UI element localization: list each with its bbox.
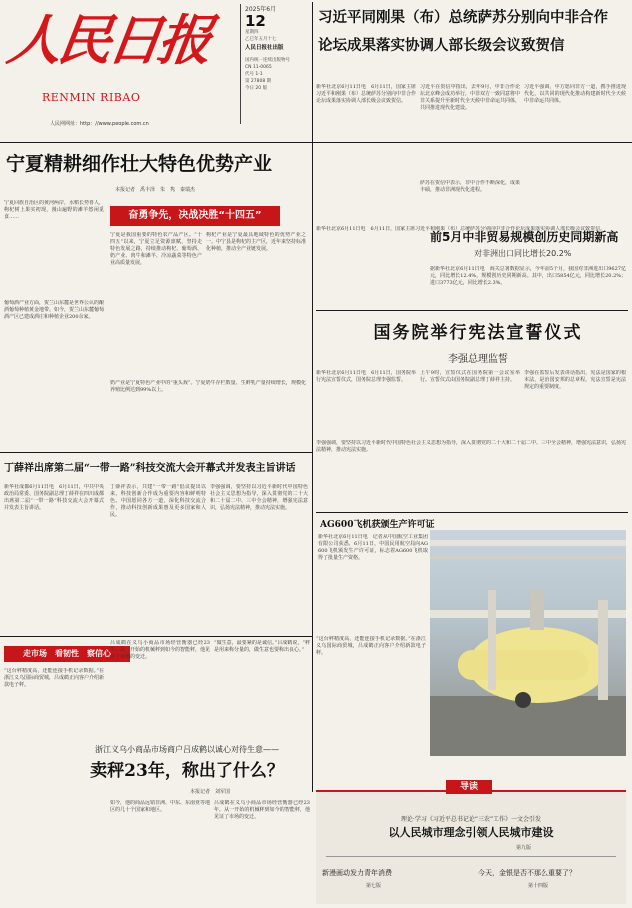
- issue-line: 今日 20 版: [245, 86, 268, 91]
- hangar-beam: [430, 556, 626, 559]
- guide-item-title[interactable]: 新漫画动发力青年消费: [322, 869, 392, 877]
- divider: [312, 2, 313, 142]
- issue-info: [240, 4, 298, 124]
- ag600-aircraft-photo: [430, 530, 626, 756]
- trade-headline: 前5月中非贸易规模创历史同期新高: [430, 230, 619, 244]
- ningxia-body-col: 奶产业是宁夏特色产业中的“重头戏”。宁夏奶牛存栏数量、生鲜乳产量持续增长，规模化养殖比例达到99%以上。: [110, 380, 306, 393]
- issue-line: CN 11-0065: [245, 65, 272, 70]
- ningxia-body-col: 枸杞产业是宁夏最具地域特色的优势产业之一。中宁县是枸杞的主产区，近年来坚持标准化种植，推动全产业链发展。: [206, 232, 306, 252]
- ningxia-headline: 宁夏精耕细作壮大特色优势产业: [6, 153, 273, 175]
- guide-box: [316, 782, 626, 904]
- guide-item-page: 第七版: [366, 883, 382, 889]
- divider: [0, 142, 632, 143]
- yiwu-body-col: 吕成鹤在义乌小商品市场经营衡器已经23年。从一开始的机械秤到如今的智能秤，他见证了市场的变迁。: [214, 800, 310, 820]
- newspaper-logo: [2, 2, 222, 104]
- lead-body-col: 习近平在贺信中指出，去年9月，中非合作论坛北京峰会成功举行，中非双方一致同意将中非关系提升至新时代全天候中非命运共同体，共同推进现代化建设。: [420, 84, 520, 111]
- hangar-beam: [430, 540, 626, 546]
- trade-subhead: 对非洲出口同比增长20.2%: [474, 249, 572, 258]
- guide-item-page: 第十四版: [528, 883, 549, 889]
- yiwu-byline: 本报记者 刘军国: [189, 789, 230, 795]
- dingxuexiang-body-col: 丁薛祥表示，共建“一带一路”倡议提出以来，科技创新合作成为重要内容和鲜明特色。中国愿同各方一道，深化科技交流合作，推动科技创新成果惠及更多国家和人民。: [110, 484, 206, 518]
- guide-item-title[interactable]: 今天，金银是否不那么重要了？: [478, 869, 576, 877]
- dingxuexiang-body-col: 李强强调，要坚持以习近平新时代中国特色社会主义思想为指导，深入贯彻党的二十大和二十届二中、三中全会精神，增强宪法意识，弘扬宪法精神，推动宪法实施。: [210, 484, 308, 511]
- guide-item-page: 第九版: [516, 845, 532, 851]
- council-body-col: 李强强调，要坚持以习近平新时代中国特色社会主义思想为指导，深入贯彻党的二十大和二十届二中、三中全会精神，增强宪法意识，弘扬宪法精神，推动宪法实施。: [316, 440, 626, 453]
- lead-headline-1: 习近平同刚果（布）总统萨苏分别向中非合作: [318, 10, 608, 26]
- ningxia-body-col: 宁夏回族自治区的黄河两岸，水稻长势喜人，枸杞树上果实初现，漫山遍野的滩羊悠闲觅食……: [4, 200, 104, 220]
- issue-weekday: 星期四: [245, 30, 259, 35]
- lead-body-col: 萨苏在贺信中表示，非中合作不断深化，成果丰硕，推动非洲现代化进程。: [420, 180, 520, 193]
- council-headline: 国务院举行宪法宣誓仪式: [373, 323, 583, 343]
- issue-numbers: [245, 57, 298, 92]
- issue-day: 12: [245, 12, 266, 30]
- ningxia-byline: 本报记者 禹丰泽 朱 隽 秦瑞杰: [114, 187, 195, 193]
- council-body-col: 上午9时，宣誓仪式在国务院第一会议室举行。宣誓仪式由国务院副总理丁薛祥主持。: [420, 370, 520, 383]
- issue-year-month: 2025年6月: [245, 6, 277, 13]
- lead-headline-2: 论坛成果落实协调人部长级会议致贺信: [318, 38, 565, 54]
- website-line: 人民网网址：http：//www.people.com.cn: [50, 121, 149, 127]
- trade-lead-in: 新华社北京6月11日电 6月11日，国家主席习近平和刚果（布）总统萨苏分别向中非合作论坛成果落实协调人部长级会议致贺信。: [316, 226, 606, 232]
- ningxia-body-col: 葡萄酒产业方面，贺兰山东麓是世界公认的酿酒葡萄种植黄金地带。如今，贺兰山东麓葡萄酒产区已建成酒庄和种植企业200余家。: [4, 300, 104, 320]
- lead-body-col: 习近平强调，中方愿同非方一道，携手推进现代化，以共同的现代化推动构建新时代全天候中非命运共同体。: [524, 84, 626, 104]
- lead-body-col: 新华社北京6月11日电 6月11日，国家主席习近平和刚果（布）总统萨苏分别向中非合作论坛成果落实协调人部长级会议致贺信。: [316, 84, 416, 104]
- logo-chinese: 人民日报: [3, 8, 213, 72]
- ag600-headline: AG600飞机获颁生产许可证: [320, 520, 435, 530]
- issue-lunar: 乙巳年五月十七: [245, 37, 277, 42]
- yiwu-kicker: 走市场 看韧性 察信心: [4, 646, 130, 662]
- issue-line: 国内统一连续出版物号: [245, 58, 290, 63]
- guide-item-kicker: 理论·学习《习近平总书记论“三农”工作》一文会引发: [400, 816, 542, 823]
- divider: [0, 636, 312, 637]
- series-banner: 奋勇争先，决战决胜“十四五”: [110, 206, 280, 226]
- trade-body: 据新华社北京6月11日电 海关总署数据显示，今年前5个月，我国对非洲进出口9627亿元，同比增长12.4%，规模创历史同期新高。其中，出口5854亿元，同比增长20.2%；进口3773亿元，同比增长2.3%。: [430, 266, 626, 286]
- publisher: 人民日报社出版: [245, 45, 284, 51]
- yiwu-headline: 卖秤23年，称出了什么？: [90, 761, 284, 781]
- council-body-col: 新华社北京6月11日电 6月11日，国务院举行宪法宣誓仪式，国务院总理李强监誓。: [316, 370, 416, 383]
- yiwu-body-col: 如今，他的商品远销非洲、中东、东南亚等地区的几十个国家和地区。: [110, 800, 210, 813]
- divider: [316, 512, 628, 513]
- yiwu-body-col: “做生意，最要紧的是诚信。”吕成鹤说，“秤是用来称分量的，做生意也要称出良心。”: [214, 640, 310, 653]
- logo-pinyin: RENMIN RIBAO: [42, 91, 141, 104]
- dingxuexiang-body-col: 新华社成都6月11日电 6月11日，中共中央政治局常委、国务院副总理丁薛祥在四川成都出席第二届“一带一路”科技交流大会开幕式并发表主旨讲话。: [4, 484, 104, 511]
- council-subhead: 李强总理监誓: [448, 354, 508, 365]
- yiwu-pre-head: 浙江义乌小商品市场商户吕成鹤以诚心对待生意——: [95, 745, 279, 754]
- issue-line: 第 27808 期: [245, 79, 272, 84]
- yiwu-body-col: “这台秤精度高，还能连接手机记录数据。”在浙江义乌国际商贸城，吕成鹤正向客户介绍新款电子秤。: [316, 636, 426, 656]
- guide-item-title[interactable]: 以人民城市理念引领人民城市建设: [388, 826, 554, 839]
- divider: [0, 452, 312, 453]
- divider: [312, 142, 313, 792]
- council-body-col: 李强在监誓后发表讲话指出，宪法是国家的根本法，是治国安邦的总章程。宪法宣誓是宪法规定的重要制度。: [524, 370, 626, 390]
- issue-line: 代号 1-1: [245, 72, 263, 77]
- guide-label: 导读: [446, 780, 492, 794]
- divider: [326, 856, 616, 857]
- divider: [316, 310, 628, 311]
- ag600-body: 新华社北京6月11日电 记者从中国航空工业集团有限公司获悉，6月11日，中国民用航空局向AG600飞机颁发生产许可证，标志着AG600飞机取得了批量生产资格。: [318, 534, 428, 561]
- ningxia-body-col: 宁夏是我国重要的特色农产品产区。“十四五”以来，宁夏立足资源禀赋，坚持走特色发展之路，持续推动枸杞、葡萄酒、奶产业、肉牛和滩羊、冷凉蔬菜等特色产业高质量发展。: [110, 232, 202, 266]
- yiwu-body-col: 吕成鹤在义乌小商品市场经营衡器已经23年。从一开始的机械秤到如今的智能秤，他见证了市场的变迁。: [110, 640, 210, 660]
- dingxuexiang-headline: 丁薛祥出席第二届“一带一路”科技交流大会开幕式并发表主旨讲话: [4, 463, 296, 474]
- aircraft-illustration: [430, 570, 626, 720]
- yiwu-body-col: “这台秤精度高，还能连接手机记录数据。”在浙江义乌国际商贸城，吕成鹤正向客户介绍新款电子秤。: [4, 668, 104, 688]
